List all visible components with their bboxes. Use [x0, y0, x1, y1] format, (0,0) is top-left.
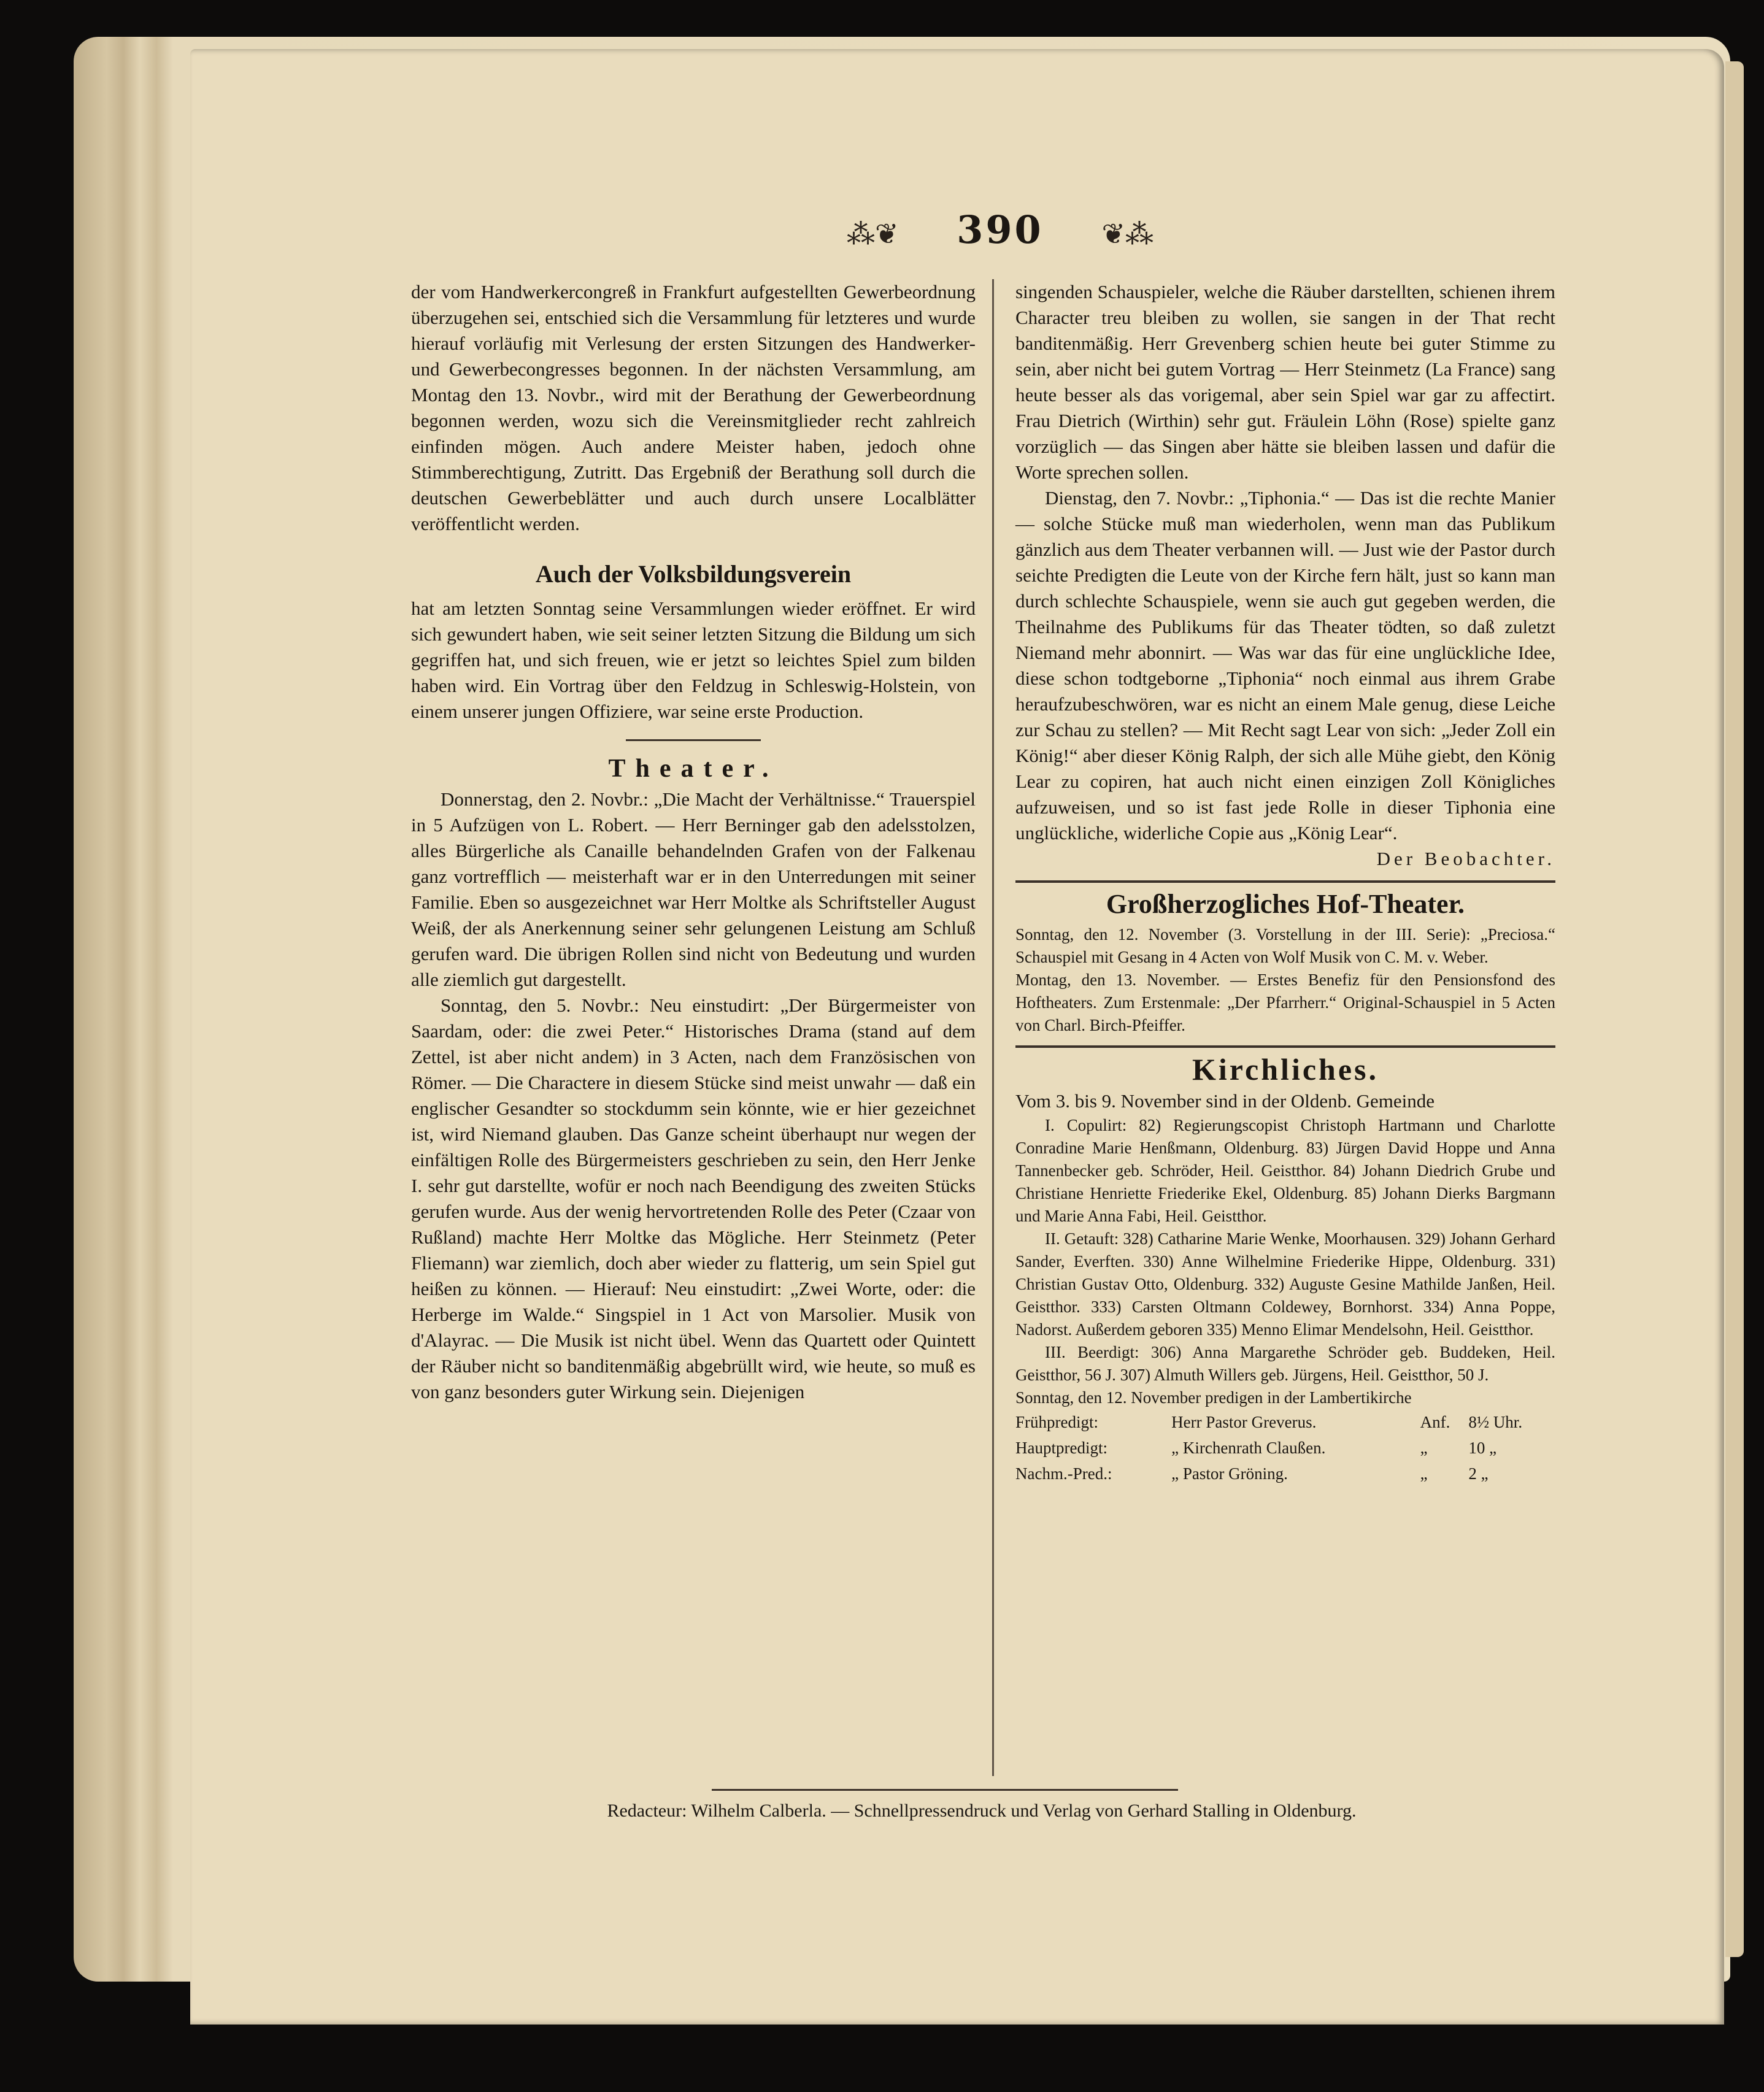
- signature: Der Beobachter.: [1376, 848, 1555, 869]
- article-paragraph-gewerbe: der vom Handwerkercongreß in Frankfurt aufgestellten Gewerbeordnung überzugehen sei, entschied sich die Versammlung für letzteres und wurde hierauf vorläufig mit Verlesung der ersten Sitzungen des Handwerker- und Gewerbecongresses begonnen. In der nächsten Versammlung, am Montag den 13. Novbr., wird mit der Berathung der Gewerbeordnung begonnen werden, wozu sich die Vereinsmitglieder recht zahlreich einfinden mögen. Auch andere Meister haben, jedoch ohne Stimmberechtigung, Zutritt. Das Ergebniß der Berathung soll durch die deutschen Gewerbeblätter und auch durch unsere Localblätter veröffentlicht werden.: [411, 281, 976, 534]
- predigt-intro: Sonntag, den 12. November predigen in der Lambertikirche: [1015, 1388, 1412, 1407]
- imprint-footer: Redacteur: Wilhelm Calberla. — Schnellpressendruck und Verlag von Gerhard Stalling in Oldenburg.: [607, 1801, 1357, 1821]
- predigt-row: [1015, 1461, 1555, 1486]
- article-paragraph-donnerstag: Donnerstag, den 2. Novbr.: „Die Macht der Verhältnisse.“ Trauerspiel in 5 Aufzügen von L. Robert. — Herr Berninger gab den adelsstolzen, alles Bürgerliche als Canaille behandelnden Grafen von der Falkenau ganz vortrefflich — meisterhaft war er in den Unterredungen mit seiner Familie. Eben so ausgezeichnet war Herr Moltke als Schriftsteller August Weiß, der als Anerkennung seiner sehr gelungenen Leistung am Schluß gerufen ward. Die übrigen Rollen sind nicht von Bedeutung und wurden alle ziemlich gut dargestellt.: [411, 788, 976, 990]
- column-divider: [992, 279, 994, 1776]
- article-paragraph-volksbildung: hat am letzten Sonntag seine Versammlungen wieder eröffnet. Er wird sich gewundert haben, wie seit seiner letzten Sitzung die Bildung um sich gegriffen hat, und sich freuen, wie er jetzt so leichtes Spiel zum bilden haben wird. Ein Vortrag über den Feldzug in Schleswig-Holstein, von einem unserer jungen Offiziere, war seine erste Production.: [411, 598, 976, 722]
- heading-theater: Theater.: [608, 755, 779, 783]
- footer-rule: [712, 1789, 1178, 1791]
- predigt-time: 8½ Uhr.: [1468, 1413, 1523, 1431]
- kirch-copulirt: I. Copulirt: 82) Regierungscopist Christoph Hartmann und Charlotte Conradine Marie Henßmann, Oldenburg. 83) Jürgen David Hoppe und Anna Tannenbecker geb. Schröder, Heil. Geistthor. 84) Johann Diedrich Grube und Christiane Henriette Friederike Ekel, Oldenburg. 85) Johann Dierks Bargmann und Marie Anna Fabi, Heil. Geistthor.: [1015, 1116, 1555, 1225]
- predigt-time: 10 „: [1468, 1439, 1497, 1457]
- page-header: [847, 207, 1154, 256]
- predigt-time: 2 „: [1468, 1464, 1489, 1483]
- page-edge: [1725, 61, 1744, 1957]
- right-column: [1015, 279, 1555, 1486]
- section-divider-hoftheater: [1015, 880, 1555, 883]
- predigt-anf: „: [1420, 1439, 1428, 1457]
- kirch-getauft: II. Getauft: 328) Catharine Marie Wenke, Moorhausen. 329) Johann Gerhard Sander, Everften. 330) Anne Wilhelmine Friederike Hippe, Oldenburg. 331) Christian Gustav Otto, Oldenburg. 332) Auguste Gesine Mathilde Janßen, Heil. Geistthor. 333) Carsten Oltmann Coldewey, Bornhorst. 334) Anna Poppe, Nadorst. Außerdem geboren 335) Menno Elimar Mendelsohn, Heil. Geistthor.: [1015, 1229, 1555, 1339]
- page-number: 390: [957, 207, 1044, 252]
- left-column: [411, 279, 976, 1405]
- article-paragraph-sonntag: Sonntag, den 5. Novbr.: Neu einstudirt: „Der Bürgermeister von Saardam, oder: die zwei Peter.“ Historisches Drama (stand auf dem Zettel, ist aber nicht andem) in 3 Acten, nach dem Französischen von Römer. — Die Charactere in diesem Stücke sind meist unwahr — daß ein englischer Gesandter so stockdumm sein könnte, wie er hier gezeichnet ist, wird Niemand glauben. Das Ganze scheint überhaupt nur wegen der einfältigen Rolle des Bürgermeisters geschrieben zu sein, den Herr Jenke I. sehr gut darstellte, wofür er noch nach Beendigung des zweiten Stücks gerufen wurde. Aus der wenig hervortretenden Rolle des Peter (Czaar von Rußland) machte Herr Moltke das Mögliche. Herr Steinmetz (Peter Fliemann) war ziemlich, doch aber wieder zu flatterig, um sein Spiel gut heißen zu können. — Hierauf: Neu einstudirt: „Zwei Worte, oder: die Herberge im Walde.“ Singspiel in 1 Act von Marsolier. Musik von d'Alayrac. — Die Musik ist nicht übel. Wenn das Quartett oder Quintett der Räuber nicht so banditenmäßig abgebrüllt wird, wie heute, so muß es von ganz besonders guter Wirkung sein. Diejenigen: [411, 994, 976, 1402]
- predigt-name: „ Kirchenrath Claußen.: [1171, 1439, 1326, 1457]
- hoftheater-montag: Montag, den 13. November. — Erstes Benefiz für den Pensionsfond des Hoftheaters. Zum Erstenmale: „Der Pfarrherr.“ Original-Schauspiel in 5 Acten von Charl. Birch-Pfeiffer.: [1015, 971, 1555, 1034]
- hoftheater-sonntag: Sonntag, den 12. November (3. Vorstellung in der III. Serie): „Preciosa.“ Schauspiel mit Gesang in 4 Acten von Wolf Musik von C. M. v. Weber.: [1015, 925, 1555, 966]
- predigt-schedule: [1015, 1409, 1555, 1486]
- heading-kirchliches: Kirchliches.: [1192, 1052, 1379, 1086]
- ornament-right-icon: ❦⁂: [1101, 217, 1154, 250]
- kirch-beerdigt: III. Beerdigt: 306) Anna Margarethe Schröder geb. Buddeken, Heil. Geistthor, 56 J. 307) Almuth Willers geb. Jürgens, Heil. Geistthor, 50 J.: [1015, 1343, 1555, 1384]
- article-paragraph-dienstag: Dienstag, den 7. Novbr.: „Tiphonia.“ — Das ist die rechte Manier — solche Stücke muß man wiederholen, wenn man das Publikum gänzlich aus dem Theater verbannen will. — Just wie der Pastor durch seichte Predigten die Leute von der Kirche fern hält, just so kann man durch schlechte Schauspiele, wenn sie auch gut gegeben werden, die Theilnahme des Publikums für das Theater tödten, so daß zuletzt Niemand mehr abonnirt. — Was war das für eine unglückliche Idee, diese schon todtgeborne „Tiphonia“ noch einmal aus ihrem Grabe heraufzubeschwören, war es nicht an einem Male genug, diese Leiche zur Schau zu stellen? — Mit Recht sagt Lear von sich: „Jeder Zoll ein König!“ aber dieser König Ralph, der sich alle Mühe giebt, den König Lear zu copiren, hat auch nicht einen einzigen Zoll Königliches aufzuweisen, und so ist fast jede Rolle in dieser Tiphonia eine unglückliche, widerliche Copie aus „König Lear“.: [1015, 487, 1555, 844]
- predigt-label: Hauptpredigt:: [1015, 1439, 1107, 1457]
- heading-hoftheater: Großherzogliches Hof-Theater.: [1106, 889, 1465, 919]
- predigt-row: [1015, 1409, 1555, 1435]
- predigt-name: „ Pastor Gröning.: [1171, 1464, 1288, 1483]
- predigt-anf: Anf.: [1420, 1413, 1450, 1431]
- predigt-label: Frühpredigt:: [1015, 1413, 1098, 1431]
- predigt-name: Herr Pastor Greverus.: [1171, 1413, 1317, 1431]
- predigt-row: [1015, 1435, 1555, 1461]
- predigt-label: Nachm.-Pred.:: [1015, 1464, 1112, 1483]
- ornament-left-icon: ⁂❦: [847, 217, 899, 250]
- heading-volksbildungsverein: Auch der Volksbildungsverein: [535, 560, 852, 588]
- article-paragraph-continuation: singenden Schauspieler, welche die Räuber darstellten, schienen ihrem Character treu bleiben zu wollen, sie sangen in der That recht banditenmäßig. Herr Grevenberg schien heute bei guter Stimme zu sein, aber nicht bei gutem Vortrag — Herr Steinmetz (La France) sang heute besser als das vorigemal, aber sein Spiel war gar zu affectirt. Frau Dietrich (Wirthin) sehr gut. Fräulein Löhn (Rose) spielte ganz vorzüglich — das Singen aber hätte sie bleiben lassen und dafür die Worte sprechen sollen.: [1015, 281, 1555, 483]
- kirch-intro: Vom 3. bis 9. November sind in der Oldenb. Gemeinde: [1015, 1090, 1435, 1112]
- section-divider: [626, 739, 761, 741]
- predigt-anf: „: [1420, 1464, 1428, 1483]
- section-divider-kirchliches: [1015, 1045, 1555, 1048]
